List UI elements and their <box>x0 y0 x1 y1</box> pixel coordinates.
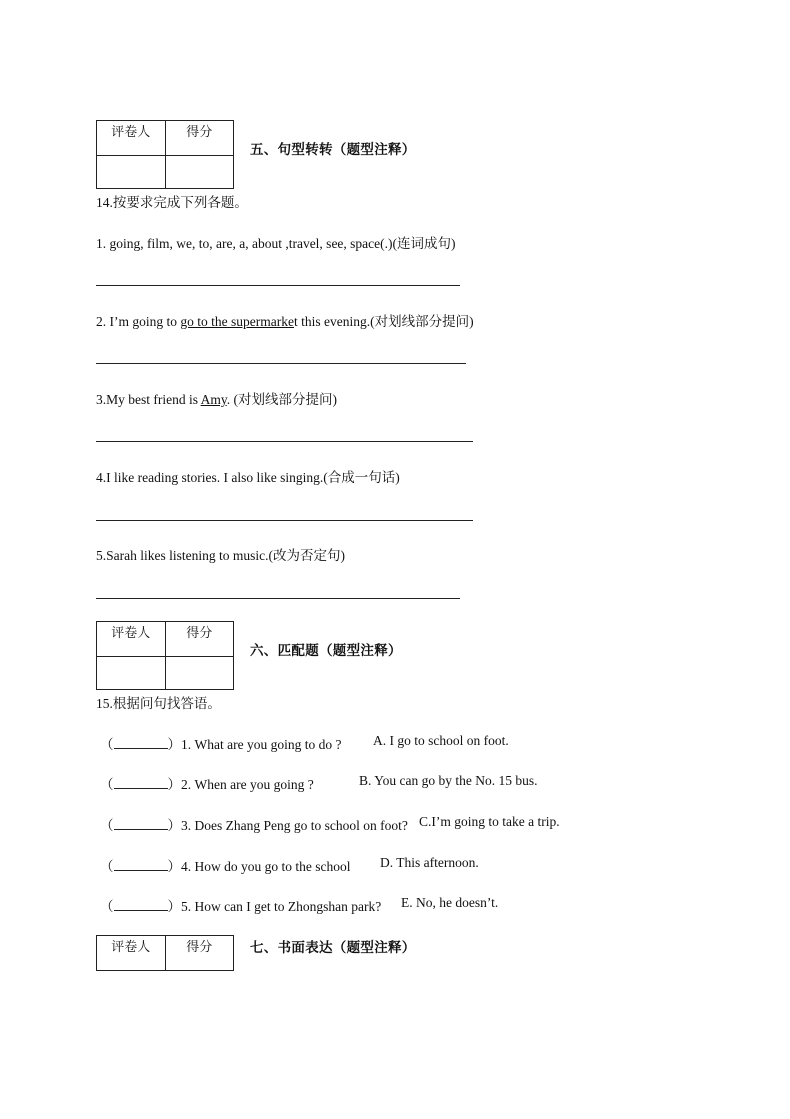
match-answer: C.I’m going to take a trip. <box>419 814 560 829</box>
grader-header: 评卷人 <box>97 121 166 156</box>
section6-title: 六、匹配题（题型注释） <box>250 643 402 659</box>
answer-line-4[interactable] <box>96 520 473 521</box>
section5-title: 五、句型转转（题型注释） <box>250 142 416 158</box>
section6-instruction: 15.根据问句找答语。 <box>96 696 221 711</box>
answer-line-3[interactable] <box>96 441 473 442</box>
match-answer: A. I go to school on foot. <box>373 733 509 748</box>
answer-blank[interactable] <box>114 736 168 749</box>
score-cell[interactable] <box>165 657 234 690</box>
answer-line-1[interactable] <box>96 285 460 286</box>
answer-line-5[interactable] <box>96 598 460 599</box>
score-table-section7 <box>96 935 234 971</box>
score-cell[interactable] <box>165 156 234 189</box>
match-row: （ ）1. What are you going to do ? <box>100 737 342 752</box>
grader-cell[interactable] <box>97 657 166 690</box>
question-4: 4.I like reading stories. I also like singing.(合成一句话) <box>96 470 400 485</box>
underlined-phrase: go to the supermarke <box>180 314 294 329</box>
answer-blank[interactable] <box>114 817 168 830</box>
score-table-section6 <box>96 621 234 690</box>
answer-blank[interactable] <box>114 776 168 789</box>
question-2: 2. I’m going to go to the supermarket this evening.(对划线部分提问) <box>96 314 474 329</box>
question-3: 3.My best friend is Amy. (对划线部分提问) <box>96 392 337 407</box>
score-header: 得分 <box>165 622 234 657</box>
score-header: 得分 <box>165 121 234 156</box>
score-header: 得分 <box>165 936 234 971</box>
answer-blank[interactable] <box>114 898 168 911</box>
grader-cell[interactable] <box>97 156 166 189</box>
match-row: （ ）5. How can I get to Zhongshan park? <box>100 899 382 914</box>
match-row: （ ）4. How do you go to the school <box>100 859 351 874</box>
match-answer: B. You can go by the No. 15 bus. <box>359 773 538 788</box>
question-5: 5.Sarah likes listening to music.(改为否定句) <box>96 548 345 563</box>
match-row: （ ）2. When are you going ? <box>100 777 314 792</box>
question-1: 1. going, film, we, to, are, a, about ,travel, see, space(.)(连词成句) <box>96 236 456 251</box>
match-answer: E. No, he doesn’t. <box>401 895 499 910</box>
grader-header: 评卷人 <box>97 936 166 971</box>
underlined-name: Amy <box>200 392 227 407</box>
match-answer: D. This afternoon. <box>380 855 479 870</box>
section5-instruction: 14.按要求完成下列各题。 <box>96 195 248 210</box>
answer-blank[interactable] <box>114 858 168 871</box>
answer-line-2[interactable] <box>96 363 466 364</box>
match-row: （ ）3. Does Zhang Peng go to school on foot? <box>100 818 408 833</box>
grader-header: 评卷人 <box>97 622 166 657</box>
section7-title: 七、书面表达（题型注释） <box>250 940 416 956</box>
score-table-section5 <box>96 120 234 189</box>
